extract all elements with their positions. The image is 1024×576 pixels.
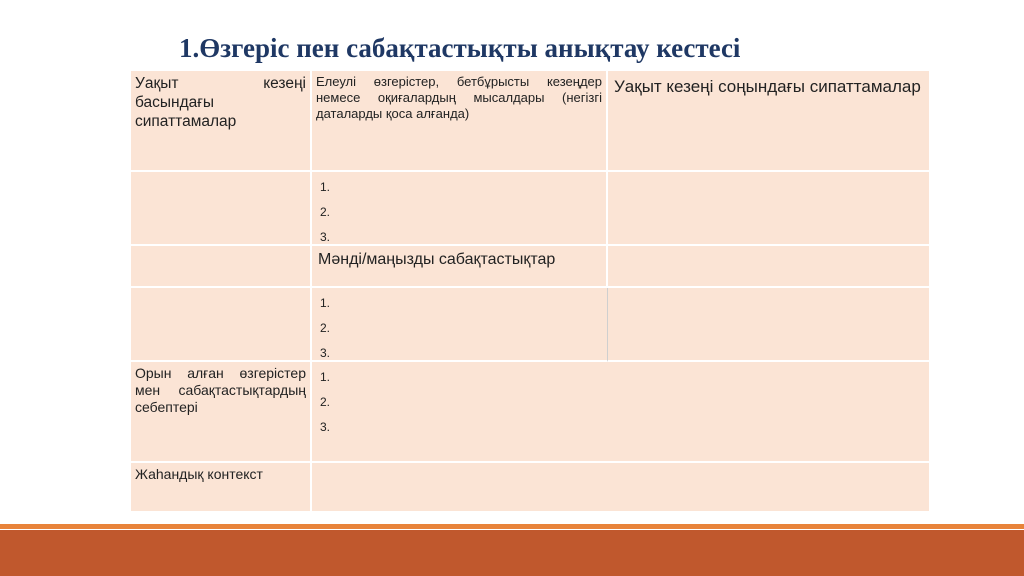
list-item: 2. <box>320 395 331 409</box>
footer-accent-line <box>0 524 1024 529</box>
header-significant-changes: Елеулі өзгерістер, бетбұрысты кезеңдер немесе оқиғалардың мысалдары (негізгі даталарды қоса алғанда) <box>312 71 608 172</box>
list-item: 3. <box>320 346 331 360</box>
table-cell-changes-list[interactable] <box>312 172 608 246</box>
numbered-list <box>316 291 603 362</box>
table-cell-empty[interactable] <box>608 172 931 246</box>
list-item: 2. <box>320 205 331 219</box>
slide-title: 1.Өзгеріс пен сабақтастықты анықтау кестесі <box>179 33 741 63</box>
list-item: 1. <box>320 180 331 194</box>
header-end-characteristics: Уақыт кезеңі соңындағы сипаттамалар <box>608 71 931 172</box>
change-continuity-table <box>131 71 931 513</box>
list-item: 3. <box>320 420 331 434</box>
global-context-label: Жаһандық контекст <box>131 463 312 513</box>
table-cell-empty[interactable] <box>608 246 931 288</box>
table-cell-reasons-list[interactable] <box>312 362 931 463</box>
list-item: 1. <box>320 296 331 310</box>
table-cell-global-context[interactable] <box>312 463 931 513</box>
numbered-list <box>316 175 602 246</box>
reasons-label: Орын алған өзгерістер мен сабақтастықтардың себептері <box>131 362 312 463</box>
header-start-characteristics: Уақыт кезеңі басындағы сипаттамалар <box>131 71 312 172</box>
table-cell-empty[interactable] <box>131 172 312 246</box>
table-cell-empty[interactable] <box>131 288 312 362</box>
numbered-list <box>316 365 925 440</box>
list-item: 1. <box>320 370 331 384</box>
footer-bar <box>0 530 1024 576</box>
continuity-label: Мәнді/маңызды сабақтастықтар <box>312 246 608 288</box>
table-cell-continuity-list[interactable] <box>312 288 608 362</box>
table-cell-empty[interactable] <box>608 288 931 362</box>
table-cell-empty[interactable] <box>131 246 312 288</box>
list-item: 2. <box>320 321 331 335</box>
list-item: 3. <box>320 230 331 244</box>
